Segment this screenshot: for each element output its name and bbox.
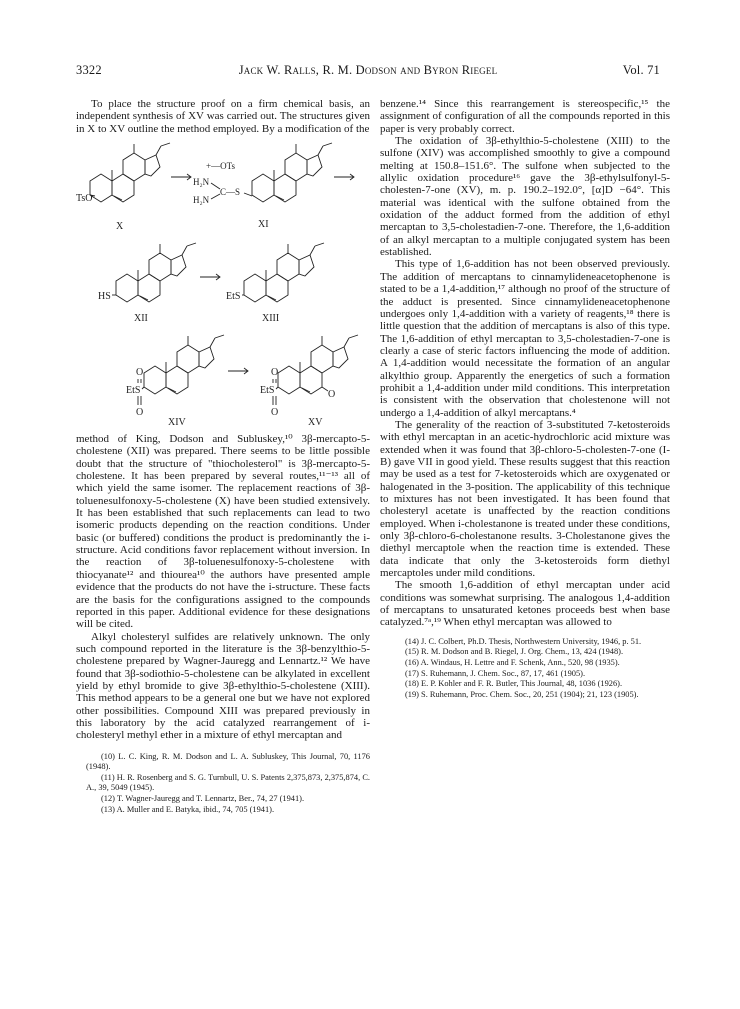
right-column	[380, 98, 670, 700]
label-hs: HS	[98, 291, 111, 303]
paragraph: method of King, Dodson and Subluskey,¹⁰ 3β-mercapto-5-cholestene (XII) was prepared. There seems to be little possible doubt that the structure of "thiocholesterol" is 3β-mercapto-5-cholestene. It has been prepared by several routes,¹¹⁻¹³ all of which yield the same isomer. The replacement reactions of 3β-toluenesulfonoxy-5-cholestene (X) have been studied extensively. It has been established that such replacements can lead to two isomeric products depending on the reaction conditions. Under basic (or buffered) conditions the product is predominantly the i-structure. Acid conditions favor replacement without inversion. In the reaction of 3β-toluenesulfonoxy-5-cholestene with thiocyanate¹² and thiourea¹⁰ the authors have presented ample evidence that the products do not have the i-structure. These facts are the basis for the configurations assigned to the compounds reported in this paper. Additional evidence for these designations will be cited.	[76, 433, 370, 631]
label-o-bottom-xv: O	[271, 407, 279, 419]
footnote: (14) J. C. Colbert, Ph.D. Thesis, Northwestern University, 1946, p. 51.	[405, 636, 642, 646]
reaction-scheme	[76, 139, 370, 427]
compound-label-x: X	[116, 221, 124, 233]
paragraph: Alkyl cholesteryl sulfides are relatively unknown. The only such compound reported in the literature is the 3β-benzylthio-5-cholestene prepared by Wagner-Jauregg and Lennartz.¹² We have found that 3β-sodiothio-5-cholestene can be alkylated in excellent yield by ethyl bromide to give 3β-ethylthio-5-cholestene (XIII). This method appears to be a general one but we have not explored other possibilities. Compound XIII was prepared previously in this laboratory by the acid catalyzed rearrangement of i-cholesteryl methyl ether in a mixture of ethyl mercaptan and	[76, 630, 370, 742]
paragraph: The smooth 1,6-addition of ethyl mercaptan under acid conditions was somewhat surprising. The analogous 1,4-addition of mercaptans to unsaturated ketones proceeds best when base catalyzed.⁷ᵃ,¹⁹ When ethyl mercaptan was allowed to	[380, 579, 670, 629]
label-o-bottom-xiv: O	[136, 407, 144, 419]
label-ets-xv: EtS	[260, 385, 275, 397]
footnote: (16) A. Windaus, H. Lettre and F. Schenk, Ann., 520, 98 (1935).	[405, 657, 620, 667]
paragraph: benzene.¹⁴ Since this rearrangement is stereospecific,¹⁵ the assignment of configuration of all the compounds reported in this paper is very probably correct.	[380, 98, 670, 135]
label-ots: +—OTs	[206, 161, 235, 172]
label-o-ketone-xv: O	[328, 389, 336, 401]
compound-label-xiv: XIV	[168, 417, 186, 428]
header-authors: Jack W. Ralls, R. M. Dodson and Byron Riegel	[238, 63, 498, 77]
label-ets-xiii: EtS	[226, 291, 241, 303]
label-h2n-bottom: H₂N	[193, 195, 210, 206]
footnote: (12) T. Wagner-Jauregg and T. Lennartz, Ber., 74, 27 (1941).	[101, 794, 305, 803]
label-c-s: C—S	[220, 187, 241, 198]
label-h2n-top: H₂N	[193, 177, 210, 188]
reaction-scheme-drawing	[76, 139, 370, 427]
footnote: (13) A. Muller and E. Batyka, ibid., 74, 705 (1941).	[101, 804, 275, 814]
compound-label-xiii: XIII	[262, 313, 280, 325]
footnotes-right	[380, 637, 670, 701]
paragraph: To place the structure proof on a firm chemical basis, an independent synthesis of XV was carried out. The structures given in X to XV outline the method employed. By a modification of the	[76, 98, 370, 135]
label-o-top-xiv: O	[136, 367, 144, 379]
footnotes-left	[76, 752, 370, 816]
label-ets-xiv: EtS	[126, 385, 141, 397]
paragraph: The oxidation of 3β-ethylthio-5-cholestene (XIII) to the sulfone (XIV) was accomplished smoothly to give a compound melting at 150.8–151.6°. The sulfone when subjected to the allylic oxidation procedure¹⁶ gave the 3β-ethylsulfonyl-5-cholesten-7-one (XV), m. p. 190.2–192.0°, [α]D −64°. This material was identical with the sulfone obtained from the oxidation of the adduct formed from the addition of ethyl mercaptan to 3,5-cholestadien-7-one. Therefore, the 1,6-addition of an alkyl mercaptan to a multiple conjugated system has been established.	[380, 135, 670, 259]
footnote: (19) S. Ruhemann, Proc. Chem. Soc., 20, 251 (1904); 21, 123 (1905).	[405, 689, 639, 699]
running-header	[76, 63, 660, 81]
footnote: (15) R. M. Dodson and B. Riegel, J. Org. Chem., 13, 424 (1948).	[405, 647, 624, 657]
paragraph: The generality of the reaction of 3-substituted 7-ketosteroids with ethyl mercaptan in an acetic-hydrochloric acid mixture was extended when it was found that 3β-chloro-5-cholesten-7-one (I-B) gave VII in good yield. These results suggest that this reaction may be used as a test for 7-ketosteroids which are oxygenated or halogenated in the 3-position. The applicability of this technique to mixtures has not been investigated. It has been found that cholesteryl acetate is unaffected by the reaction conditions employed. When i-cholestanone is treated under these conditions, only 3β-chloro-6-cholestanone results. 3-Cholestanone gives the diethyl mercaptole when the reaction time is extended. These data indicate that only the 3-ketosteroids form diethyl mercaptoles under mild conditions.	[380, 418, 670, 580]
compound-label-xii: XII	[134, 313, 148, 325]
label-o-top-xv: O	[271, 367, 279, 379]
compound-label-xi: XI	[258, 219, 269, 231]
paragraph: This type of 1,6-addition has not been observed previously. The addition of mercaptans to cinnamylideneacetophenone is stated to be a 1,4-addition,¹⁷ although no proof of the structure of the adduct is presented. Since cinnamylideneacetophenone undergoes only 1,4-addition with a variety of reagents,¹⁸ there is little question that the addition of mercaptans is also of this type. The 1,6-addition of ethyl mercaptan to 3,5-cholestadien-7-one is clearly a case of steric factors influencing the mode of addition. A 1,4-addition would necessitate the formation of an angular alkylthio group. Apparently the energetics of such a formation prohibit a 1,4-addition under mild conditions. This interpretation is consistent with the observation that cholestenone will not undergo a 1,4-addition of alkyl mercaptans.⁴	[380, 258, 670, 419]
footnote: (18) E. P. Kohler and F. R. Butler, This Journal, 48, 1036 (1926).	[405, 679, 623, 689]
left-column	[76, 98, 370, 815]
label-tso: TsO	[76, 193, 93, 205]
page-number: 3322	[76, 63, 102, 77]
footnote: (11) H. R. Rosenberg and S. G. Turnbull, U. S. Patents 2,375,873, 2,375,874, C. A., 39, 5049 (1945).	[86, 772, 370, 793]
compound-label-xv: XV	[308, 417, 323, 428]
footnote: (10) L. C. King, R. M. Dodson and L. A. Subluskey, This Journal, 70, 1176 (1948).	[86, 751, 370, 772]
header-volume: Vol. 71	[622, 63, 660, 77]
footnote: (17) S. Ruhemann, J. Chem. Soc., 87, 17, 461 (1905).	[405, 668, 586, 678]
